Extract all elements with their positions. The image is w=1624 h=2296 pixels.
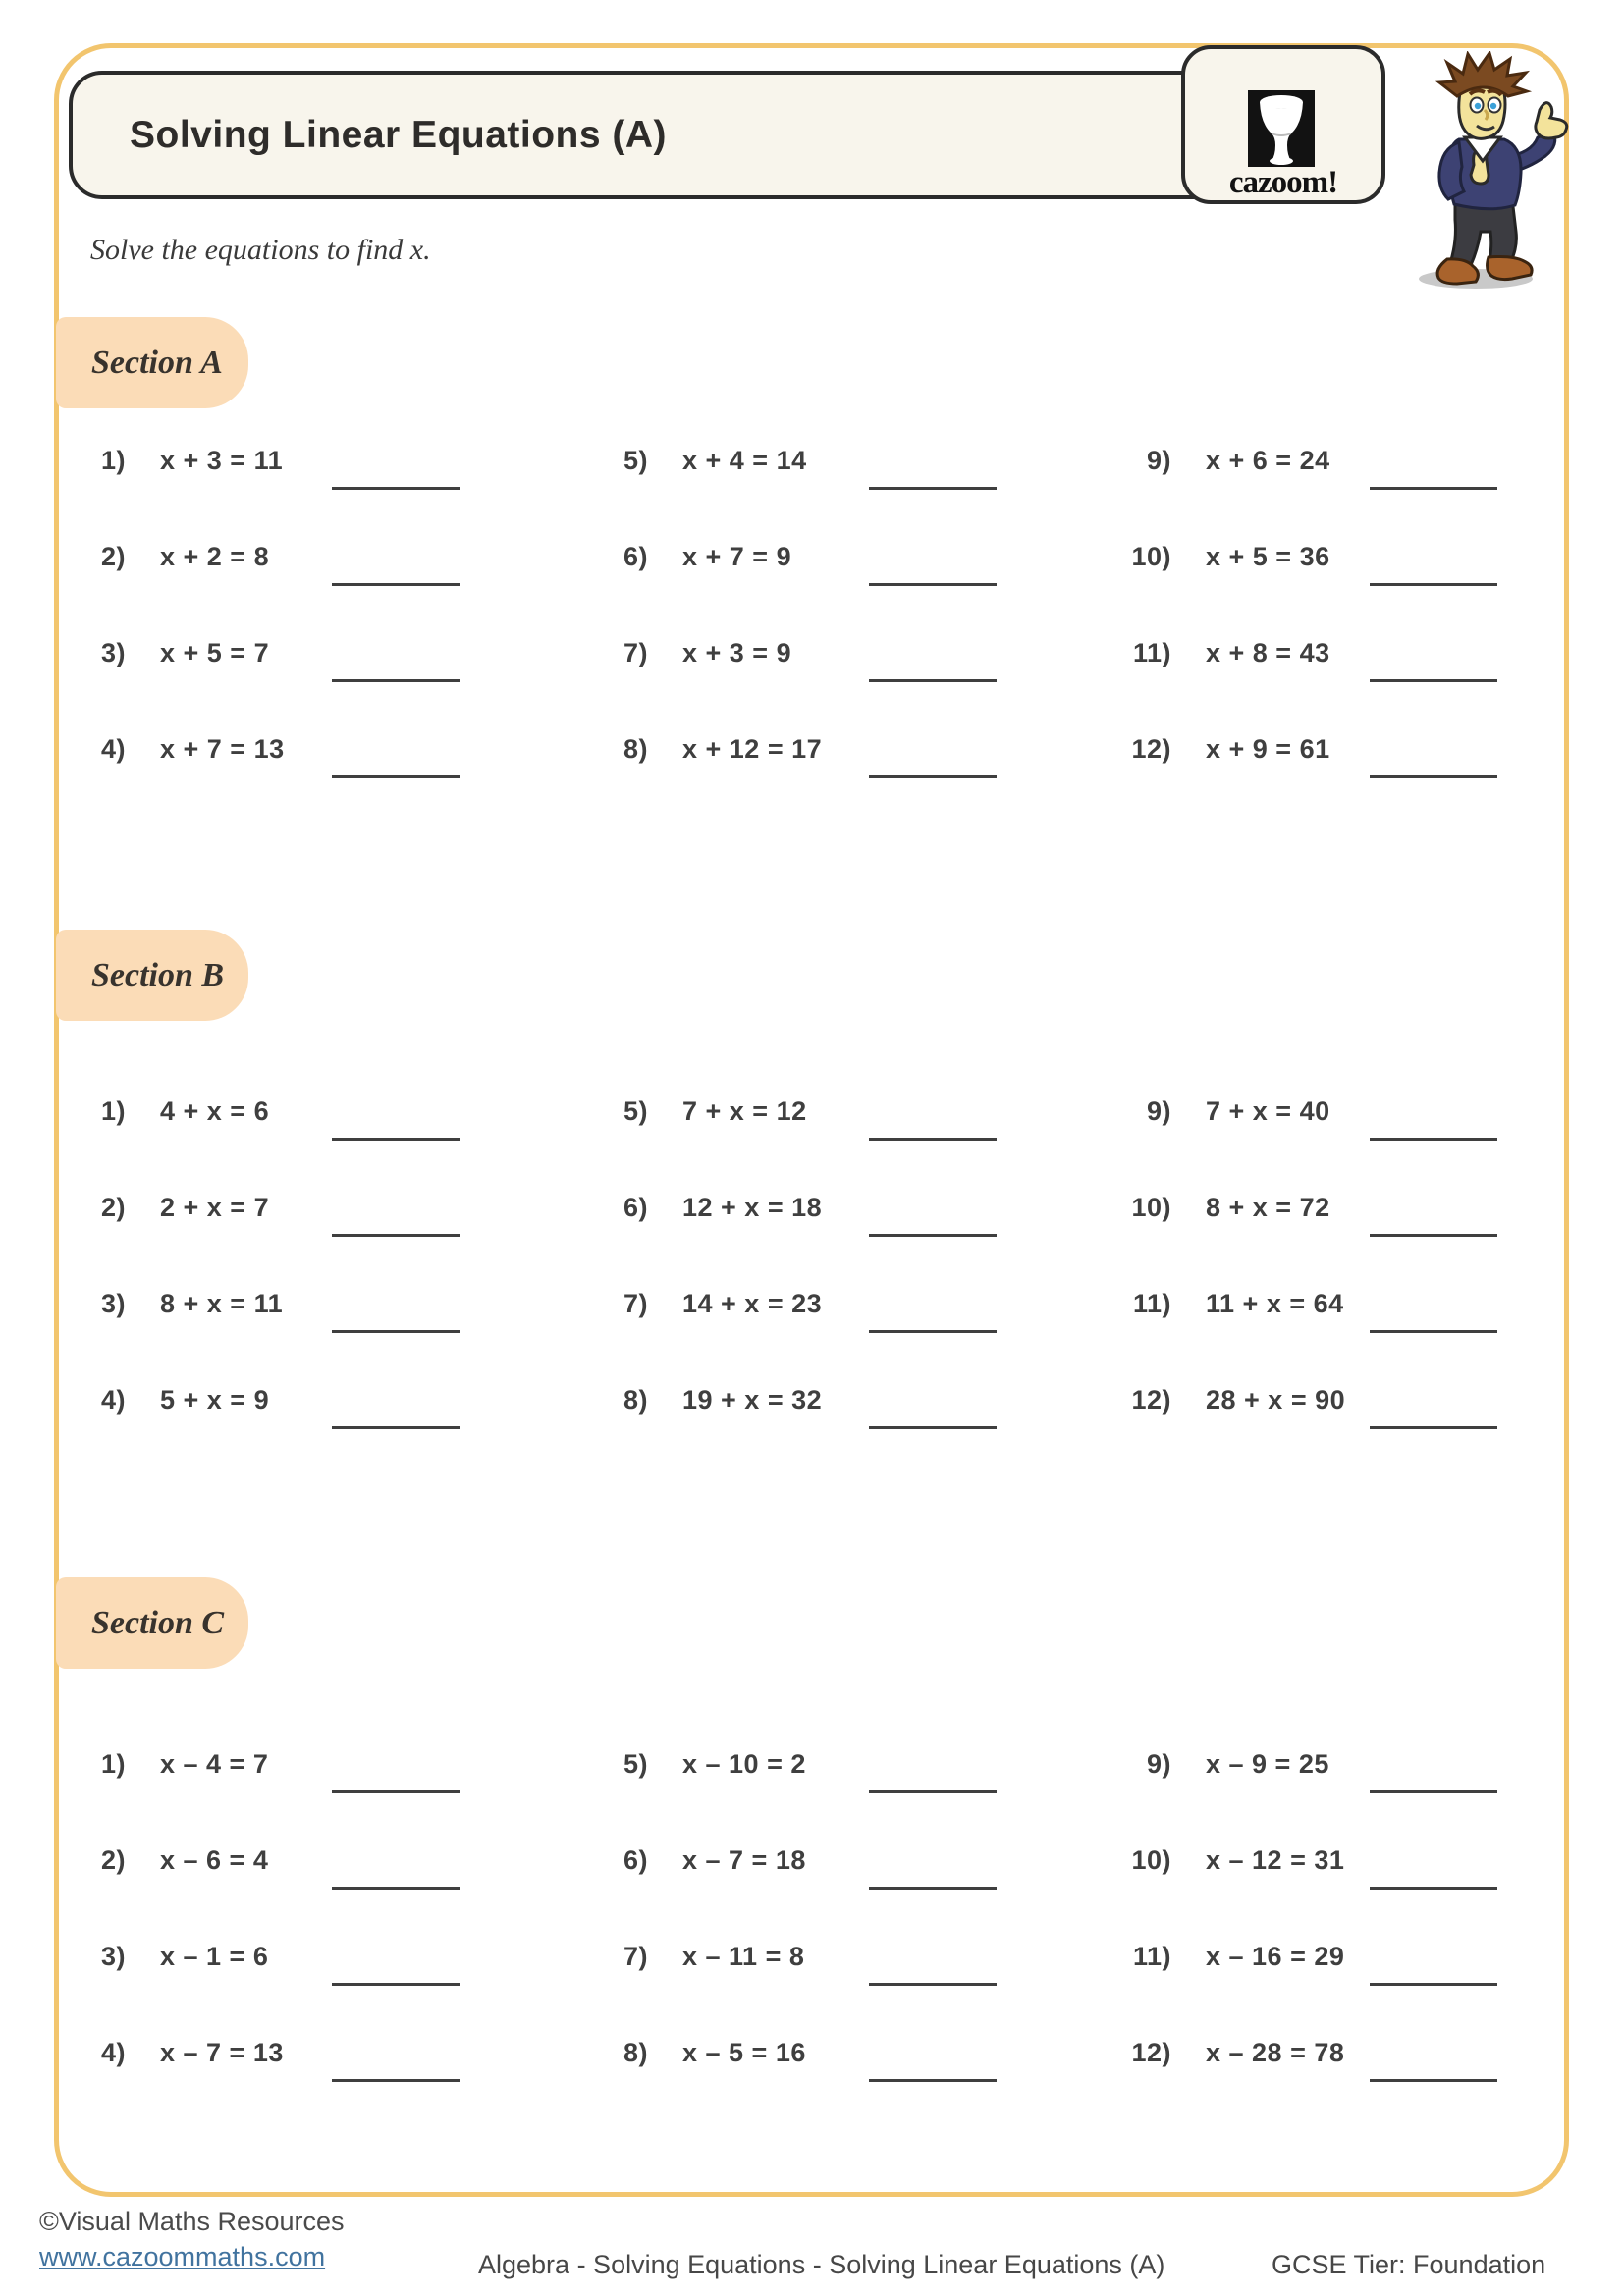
answer-blank <box>869 679 997 682</box>
equation-text: 4 + x = 6 <box>160 1096 270 1126</box>
equation-item <box>1073 537 1535 633</box>
equation-text: x + 3 = 9 <box>682 638 792 667</box>
equation-text: 19 + x = 32 <box>682 1385 823 1415</box>
equation-number: 3) <box>100 1942 126 1971</box>
equation-number: 7) <box>623 638 648 667</box>
equation-item <box>59 2033 520 2129</box>
equation-item <box>550 441 1011 537</box>
equation-item <box>550 729 1011 826</box>
equation-text: x – 10 = 2 <box>682 1749 806 1779</box>
equation-number: 3) <box>100 638 126 667</box>
equation-item <box>59 1092 520 1188</box>
equation-item <box>1073 1188 1535 1284</box>
equation-item <box>550 633 1011 729</box>
equation-item <box>1073 441 1535 537</box>
footer-website-link[interactable]: www.cazoommaths.com <box>39 2242 326 2271</box>
equation-number: 9) <box>1146 1096 1171 1126</box>
equation-item <box>59 441 520 537</box>
equation-number: 5) <box>623 1749 648 1779</box>
equation-number: 11) <box>1132 1289 1171 1318</box>
equation-item <box>59 1188 520 1284</box>
equation-text: x + 3 = 11 <box>160 446 284 475</box>
equation-text: x – 6 = 4 <box>160 1845 269 1875</box>
equation-item <box>1073 1841 1535 1937</box>
equation-text: x + 12 = 17 <box>682 734 823 764</box>
equation-item <box>550 537 1011 633</box>
instruction-text: Solve the equations to find x. <box>90 234 431 266</box>
answer-blank <box>869 1790 997 1793</box>
answer-blank <box>1370 487 1497 490</box>
equation-number: 8) <box>623 1385 648 1415</box>
equation-number: 1) <box>100 446 126 475</box>
equation-text: x – 5 = 16 <box>682 2038 806 2067</box>
equation-number: 10) <box>1131 542 1171 571</box>
equation-text: x – 11 = 8 <box>682 1942 805 1971</box>
equation-number: 11) <box>1132 1942 1171 1971</box>
answer-blank <box>332 1234 460 1237</box>
equation-number: 8) <box>623 2038 648 2067</box>
answer-blank <box>869 487 997 490</box>
equation-item <box>550 1841 1011 1937</box>
answer-blank <box>332 1983 460 1986</box>
equation-number: 4) <box>100 2038 126 2067</box>
equation-number: 11) <box>1132 638 1171 667</box>
equation-number: 3) <box>100 1289 126 1318</box>
equation-text: x + 4 = 14 <box>682 446 807 475</box>
answer-blank <box>332 583 460 586</box>
equation-text: x – 4 = 7 <box>160 1749 269 1779</box>
equation-item <box>59 633 520 729</box>
equation-text: x + 5 = 7 <box>160 638 270 667</box>
answer-blank <box>869 1138 997 1141</box>
section-c-tab <box>56 1577 248 1669</box>
equation-item <box>1073 1092 1535 1188</box>
equation-item <box>1073 1744 1535 1841</box>
equation-text: x + 7 = 9 <box>682 542 792 571</box>
equation-text: 12 + x = 18 <box>682 1193 823 1222</box>
equation-number: 5) <box>623 1096 648 1126</box>
equation-text: x – 28 = 78 <box>1206 2038 1345 2067</box>
footer-copyright: ©Visual Maths Resources <box>39 2207 345 2236</box>
equation-text: x – 16 = 29 <box>1206 1942 1345 1971</box>
equation-item <box>550 1744 1011 1841</box>
answer-blank <box>1370 1790 1497 1793</box>
equation-text: x + 5 = 36 <box>1206 542 1330 571</box>
cazoom-drum-icon <box>1248 90 1315 167</box>
equation-text: x – 1 = 6 <box>160 1942 269 1971</box>
equation-text: 11 + x = 64 <box>1206 1289 1344 1318</box>
equation-number: 1) <box>100 1749 126 1779</box>
equation-number: 5) <box>623 446 648 475</box>
title-box <box>69 71 1375 199</box>
answer-blank <box>869 2079 997 2082</box>
equation-number: 12) <box>1131 734 1171 764</box>
equation-item <box>59 1284 520 1380</box>
equation-number: 7) <box>623 1942 648 1971</box>
answer-blank <box>1370 583 1497 586</box>
equation-number: 10) <box>1131 1193 1171 1222</box>
answer-blank <box>1370 1983 1497 1986</box>
answer-blank <box>332 1887 460 1890</box>
equation-text: 14 + x = 23 <box>682 1289 823 1318</box>
equation-item <box>1073 633 1535 729</box>
equation-item <box>550 1284 1011 1380</box>
equation-number: 12) <box>1131 1385 1171 1415</box>
equation-text: x + 8 = 43 <box>1206 638 1330 667</box>
answer-blank <box>1370 775 1497 778</box>
section-b-tab <box>56 930 248 1021</box>
equation-number: 6) <box>623 1193 648 1222</box>
section-b-label: Section B <box>91 957 225 993</box>
equation-number: 2) <box>100 542 126 571</box>
equation-item <box>550 1188 1011 1284</box>
cazoom-logo-box <box>1181 45 1385 204</box>
equation-text: 8 + x = 11 <box>160 1289 284 1318</box>
equation-item <box>1073 1284 1535 1380</box>
answer-blank <box>869 1234 997 1237</box>
equation-text: x – 9 = 25 <box>1206 1749 1329 1779</box>
equation-text: 2 + x = 7 <box>160 1193 270 1222</box>
section-a-label: Section A <box>91 345 223 381</box>
equation-item <box>550 2033 1011 2129</box>
equation-text: 7 + x = 40 <box>1206 1096 1330 1126</box>
equation-number: 4) <box>100 1385 126 1415</box>
equation-text: x + 7 = 13 <box>160 734 285 764</box>
answer-blank <box>332 2079 460 2082</box>
equation-item <box>59 729 520 826</box>
equation-text: 5 + x = 9 <box>160 1385 270 1415</box>
equation-item <box>59 1937 520 2033</box>
equation-text: x + 2 = 8 <box>160 542 270 571</box>
answer-blank <box>869 583 997 586</box>
answer-blank <box>1370 1426 1497 1429</box>
answer-blank <box>332 487 460 490</box>
answer-blank <box>869 1426 997 1429</box>
equation-item <box>1073 2033 1535 2129</box>
equation-number: 6) <box>623 1845 648 1875</box>
equation-text: 8 + x = 72 <box>1206 1193 1330 1222</box>
equation-text: x – 7 = 13 <box>160 2038 284 2067</box>
equation-number: 10) <box>1131 1845 1171 1875</box>
answer-blank <box>332 679 460 682</box>
equation-item <box>550 1937 1011 2033</box>
answer-blank <box>1370 679 1497 682</box>
equation-number: 1) <box>100 1096 126 1126</box>
answer-blank <box>869 775 997 778</box>
footer-tier: GCSE Tier: Foundation <box>1272 2250 1546 2279</box>
equation-number: 9) <box>1146 1749 1171 1779</box>
mascot-character <box>1382 51 1579 292</box>
equation-number: 4) <box>100 734 126 764</box>
answer-blank <box>1370 2079 1497 2082</box>
section-a-tab <box>56 317 248 408</box>
answer-blank <box>332 1426 460 1429</box>
equation-item <box>59 1841 520 1937</box>
equation-number: 2) <box>100 1845 126 1875</box>
equation-item <box>59 1744 520 1841</box>
equation-item <box>1073 729 1535 826</box>
answer-blank <box>332 1138 460 1141</box>
equation-text: 7 + x = 12 <box>682 1096 807 1126</box>
equation-text: x + 9 = 61 <box>1206 734 1330 764</box>
equation-item <box>59 1380 520 1476</box>
equation-item <box>1073 1937 1535 2033</box>
equation-number: 2) <box>100 1193 126 1222</box>
cazoom-logo-text: cazoom! <box>1228 165 1338 200</box>
equation-item <box>550 1092 1011 1188</box>
equation-number: 6) <box>623 542 648 571</box>
equation-number: 9) <box>1146 446 1171 475</box>
answer-blank <box>332 1330 460 1333</box>
answer-blank <box>1370 1138 1497 1141</box>
answer-blank <box>869 1887 997 1890</box>
answer-blank <box>332 1790 460 1793</box>
equation-text: 28 + x = 90 <box>1206 1385 1346 1415</box>
answer-blank <box>332 775 460 778</box>
answer-blank <box>869 1330 997 1333</box>
equation-item <box>550 1380 1011 1476</box>
section-c-label: Section C <box>91 1605 225 1641</box>
footer-category: Algebra - Solving Equations - Solving Linear Equations (A) <box>478 2250 1165 2279</box>
equation-text: x – 7 = 18 <box>682 1845 806 1875</box>
answer-blank <box>1370 1234 1497 1237</box>
equation-number: 12) <box>1131 2038 1171 2067</box>
equation-text: x + 6 = 24 <box>1206 446 1330 475</box>
equation-number: 8) <box>623 734 648 764</box>
equation-item <box>59 537 520 633</box>
page-title: Solving Linear Equations (A) <box>130 114 668 156</box>
equation-item <box>1073 1380 1535 1476</box>
equation-number: 7) <box>623 1289 648 1318</box>
equation-text: x – 12 = 31 <box>1206 1845 1345 1875</box>
answer-blank <box>1370 1887 1497 1890</box>
answer-blank <box>1370 1330 1497 1333</box>
answer-blank <box>869 1983 997 1986</box>
